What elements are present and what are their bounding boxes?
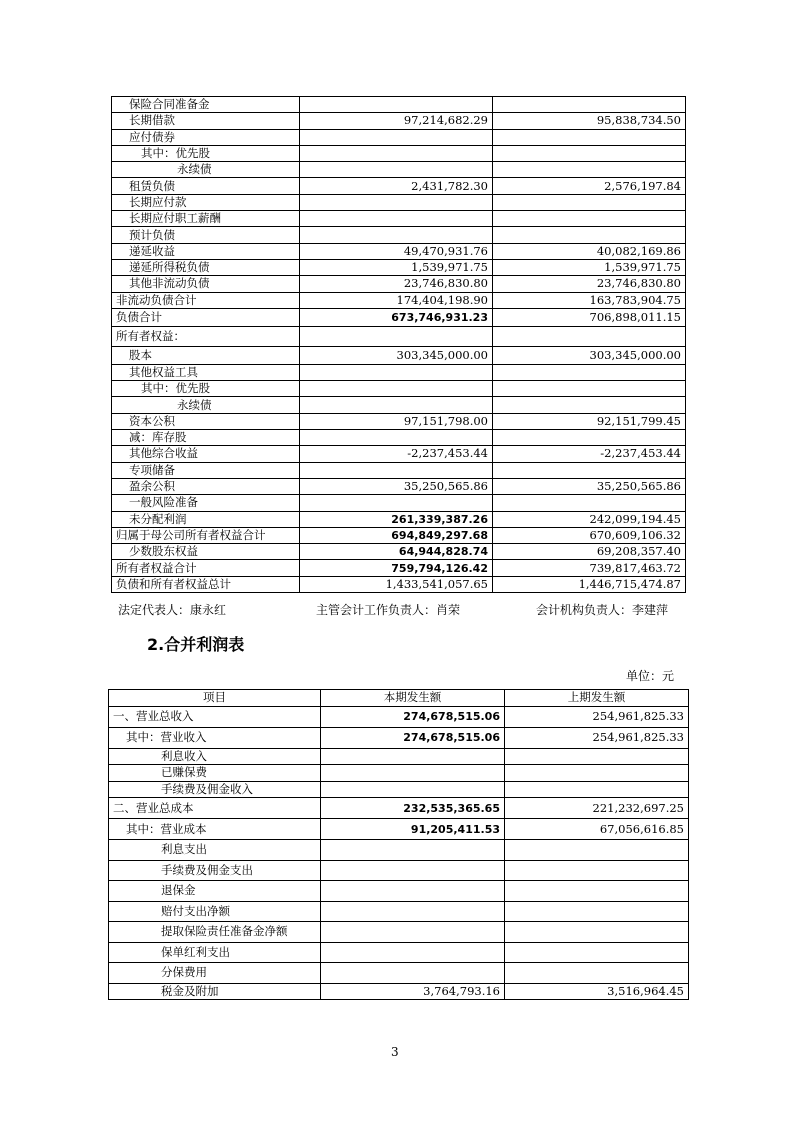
row-label: 盈余公积 [112,478,300,494]
row-label: 保单红利支出 [109,942,321,963]
row-label: 负债合计 [112,308,300,326]
current-period-value: 91,205,411.53 [321,819,505,840]
row-label: 未分配利润 [112,511,300,527]
table-row [112,243,686,259]
accounting-dept-head: 会计机构负责人：李建萍 [536,603,669,617]
row-label: 非流动负债合计 [112,292,300,308]
prior-period-value [493,211,686,227]
prior-period-value: 40,082,169.86 [493,243,686,259]
table-row [112,292,686,308]
table-row [109,942,689,963]
current-period-value: 232,535,365.65 [321,798,505,819]
row-label: 已赚保费 [109,765,321,782]
row-label: 一、营业总收入 [109,706,321,727]
table-row [112,446,686,462]
prior-period-value [505,881,689,902]
prior-period-value [493,145,686,161]
income-statement-title: 2.合并利润表 [147,635,245,654]
prior-period-value [493,462,686,478]
prior-period-value: 303,345,000.00 [493,346,686,364]
current-period-value: 23,746,830.80 [300,276,493,292]
table-row [112,413,686,429]
row-label: 利息收入 [109,748,321,765]
row-label: 手续费及佣金支出 [109,860,321,881]
table-row [109,727,689,748]
current-period-value: 35,250,565.86 [300,478,493,494]
row-label: 少数股东权益 [112,544,300,560]
prior-period-value: 35,250,565.86 [493,478,686,494]
table-row [112,381,686,397]
current-period-value: 49,470,931.76 [300,243,493,259]
header-current-period: 本期发生额 [321,690,505,707]
prior-period-value [493,326,686,346]
row-label: 长期应付职工薪酬 [112,211,300,227]
table-row [109,798,689,819]
current-period-value: 274,678,515.06 [321,706,505,727]
current-period-value: 64,944,828.74 [300,544,493,560]
current-period-value [300,162,493,178]
current-period-value: 274,678,515.06 [321,727,505,748]
current-period-value [300,430,493,446]
table-row [112,462,686,478]
row-label: 赔付支出净额 [109,901,321,922]
row-label: 归属于母公司所有者权益合计 [112,527,300,543]
prior-period-value [505,765,689,782]
current-period-value [300,364,493,380]
prior-period-value [493,381,686,397]
balance-sheet-table [111,96,686,593]
current-period-value [321,942,505,963]
row-label: 保险合同准备金 [112,97,300,113]
row-label: 一般风险准备 [112,495,300,511]
table-row [112,211,686,227]
current-period-value [300,381,493,397]
current-period-value [321,860,505,881]
row-label: 资本公积 [112,413,300,429]
prior-period-value [493,430,686,446]
current-period-value [300,211,493,227]
current-period-value [321,881,505,902]
row-label: 退保金 [109,881,321,902]
prior-period-value: -2,237,453.44 [493,446,686,462]
table-row [109,840,689,861]
prior-period-value: 95,838,734.50 [493,113,686,129]
row-label: 递延收益 [112,243,300,259]
prior-period-value [493,364,686,380]
current-period-value [321,748,505,765]
current-period-value: 1,539,971.75 [300,259,493,275]
current-period-value [321,922,505,943]
row-label: 永续债 [112,162,300,178]
current-period-value: 174,404,198.90 [300,292,493,308]
prior-period-value [493,162,686,178]
prior-period-value [505,781,689,798]
table-row [109,860,689,881]
row-label: 其中：营业成本 [109,819,321,840]
prior-period-value: 254,961,825.33 [505,727,689,748]
row-label: 其中：优先股 [112,145,300,161]
prior-period-value: 670,609,106.32 [493,527,686,543]
table-row [109,706,689,727]
row-label: 利息支出 [109,840,321,861]
current-period-value: 97,214,682.29 [300,113,493,129]
row-label: 股本 [112,346,300,364]
table-row [112,145,686,161]
table-row [112,576,686,592]
row-label: 递延所得税负债 [112,259,300,275]
current-period-value [300,495,493,511]
table-row [112,113,686,129]
table-row [109,901,689,922]
table-row [112,276,686,292]
current-period-value [321,840,505,861]
current-period-value: 673,746,931.23 [300,308,493,326]
header-prior-period: 上期发生额 [505,690,689,707]
accounting-head: 主管会计工作负责人：肖荣 [316,603,461,617]
prior-period-value: 163,783,904.75 [493,292,686,308]
row-label: 其他综合收益 [112,446,300,462]
row-label: 长期借款 [112,113,300,129]
table-row [112,129,686,145]
current-period-value [321,901,505,922]
table-row [112,430,686,446]
table-row [112,97,686,113]
table-row [109,881,689,902]
row-label: 永续债 [112,397,300,413]
table-row [109,781,689,798]
row-label: 分保费用 [109,963,321,984]
prior-period-value: 1,446,715,474.87 [493,576,686,592]
table-row [109,983,689,1000]
prior-period-value [505,860,689,881]
table-row [112,560,686,576]
prior-period-value: 254,961,825.33 [505,706,689,727]
current-period-value [300,194,493,210]
current-period-value [300,97,493,113]
row-label: 长期应付款 [112,194,300,210]
table-row [112,259,686,275]
prior-period-value: 3,516,964.45 [505,983,689,1000]
income-statement-table [108,689,689,1000]
row-label: 手续费及佣金收入 [109,781,321,798]
table-row [109,963,689,984]
prior-period-value [505,922,689,943]
currency-unit: 单位：元 [626,669,675,683]
current-period-value [300,326,493,346]
table-row [112,397,686,413]
legal-representative: 法定代表人：康永红 [118,603,227,617]
prior-period-value: 739,817,463.72 [493,560,686,576]
table-row [112,326,686,346]
table-row [109,819,689,840]
current-period-value [300,227,493,243]
table-row [112,346,686,364]
table-row [112,178,686,194]
row-label: 减：库存股 [112,430,300,446]
row-label: 所有者权益： [112,326,300,346]
prior-period-value: 67,056,616.85 [505,819,689,840]
row-label: 其他权益工具 [112,364,300,380]
prior-period-value: 706,898,011.15 [493,308,686,326]
current-period-value: 3,764,793.16 [321,983,505,1000]
prior-period-value [493,495,686,511]
prior-period-value: 1,539,971.75 [493,259,686,275]
row-label: 专项储备 [112,462,300,478]
row-label: 其中：优先股 [112,381,300,397]
page-number: 3 [391,1045,399,1059]
current-period-value [321,963,505,984]
prior-period-value [493,194,686,210]
prior-period-value [493,97,686,113]
prior-period-value: 23,746,830.80 [493,276,686,292]
prior-period-value [505,942,689,963]
prior-period-value [505,748,689,765]
prior-period-value: 242,099,194.45 [493,511,686,527]
table-row [112,308,686,326]
table-row [109,922,689,943]
prior-period-value [493,227,686,243]
current-period-value: 97,151,798.00 [300,413,493,429]
current-period-value [300,462,493,478]
row-label: 应付债券 [112,129,300,145]
current-period-value: -2,237,453.44 [300,446,493,462]
prior-period-value [505,963,689,984]
row-label: 其中：营业收入 [109,727,321,748]
table-header-row [109,690,689,707]
prior-period-value: 92,151,799.45 [493,413,686,429]
row-label: 预计负债 [112,227,300,243]
table-row [112,227,686,243]
table-row [109,748,689,765]
current-period-value: 303,345,000.00 [300,346,493,364]
row-label: 所有者权益合计 [112,560,300,576]
table-row [109,765,689,782]
prior-period-value: 69,208,357.40 [493,544,686,560]
table-row [112,495,686,511]
current-period-value [300,129,493,145]
table-row [112,544,686,560]
current-period-value: 759,794,126.42 [300,560,493,576]
current-period-value: 694,849,297.68 [300,527,493,543]
row-label: 其他非流动负债 [112,276,300,292]
table-row [112,364,686,380]
row-label: 提取保险责任准备金净额 [109,922,321,943]
prior-period-value: 221,232,697.25 [505,798,689,819]
current-period-value: 261,339,387.26 [300,511,493,527]
current-period-value [300,145,493,161]
table-row [112,511,686,527]
prior-period-value [493,397,686,413]
table-row [112,478,686,494]
current-period-value [321,765,505,782]
current-period-value [300,397,493,413]
table-row [112,194,686,210]
row-label: 负债和所有者权益总计 [112,576,300,592]
prior-period-value [493,129,686,145]
prior-period-value [505,901,689,922]
table-row [112,527,686,543]
prior-period-value: 2,576,197.84 [493,178,686,194]
table-row [112,162,686,178]
current-period-value: 1,433,541,057.65 [300,576,493,592]
prior-period-value [505,840,689,861]
current-period-value [321,781,505,798]
header-item: 项目 [109,690,321,707]
row-label: 二、营业总成本 [109,798,321,819]
row-label: 税金及附加 [109,983,321,1000]
current-period-value: 2,431,782.30 [300,178,493,194]
row-label: 租赁负债 [112,178,300,194]
